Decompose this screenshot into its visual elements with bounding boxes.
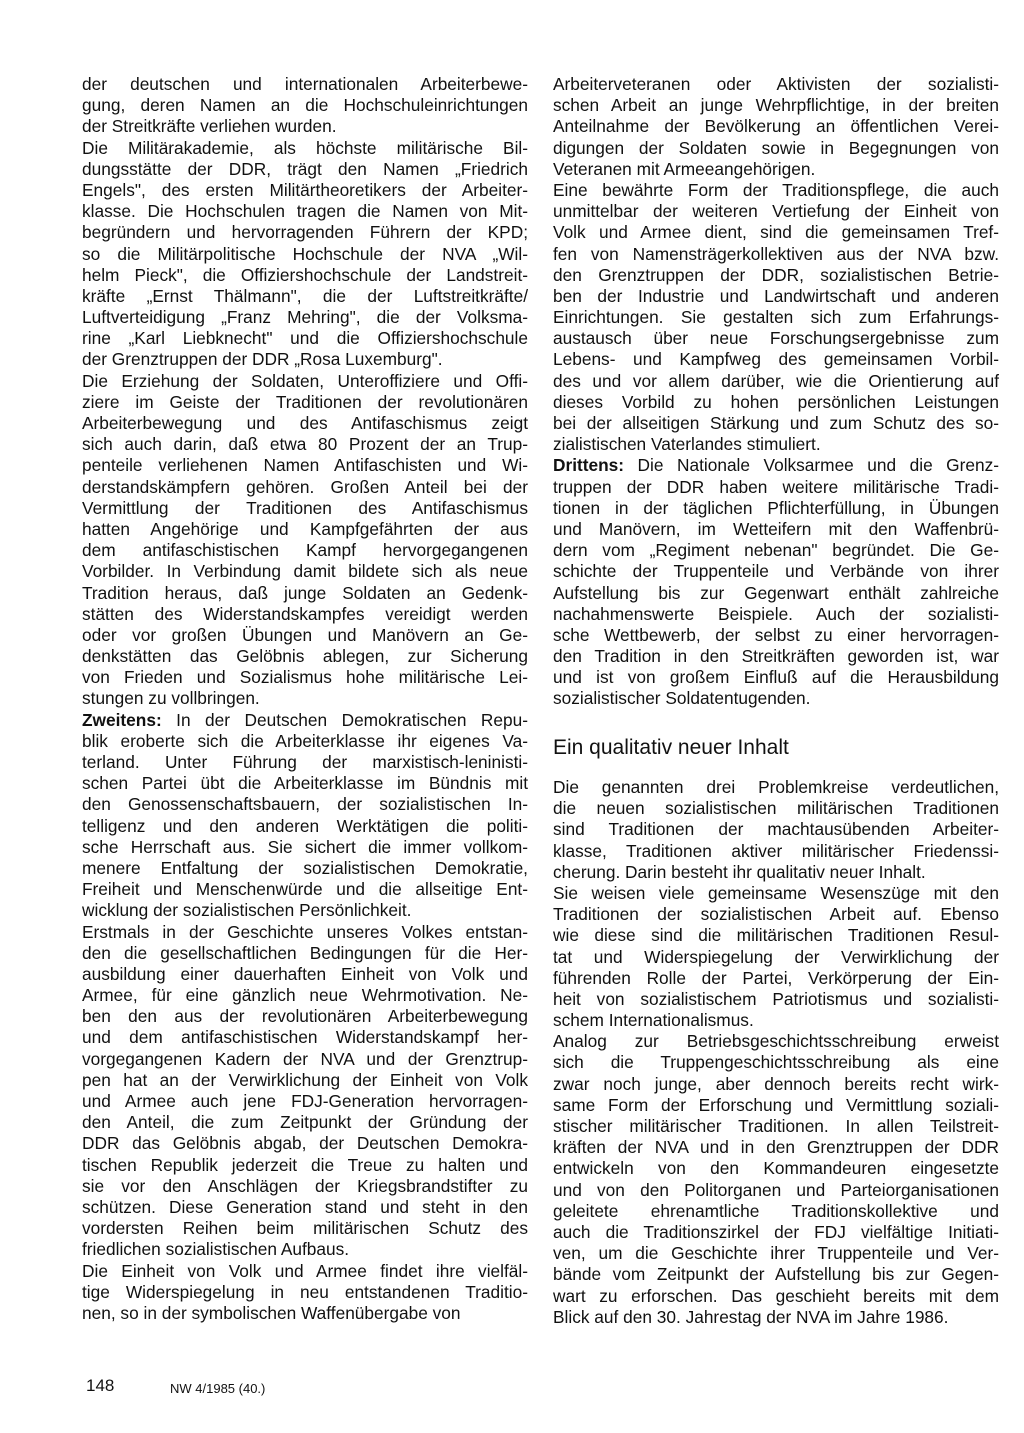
text-line: den Tradition in den Streitkräften geworden ist, war [553, 646, 999, 667]
text-line: rine „Karl Liebknecht" und die Offiziershochschule [82, 328, 528, 349]
text-line: Lebens- und Kampfweg des gemeinsamen Vorbil- [553, 349, 999, 370]
text-line: telligenz und den anderen Werktätigen die politi- [82, 815, 528, 836]
text-line: Die genannten drei Problemkreise verdeutlichen, [553, 777, 999, 797]
text-line: auch die Traditionszirkel der FDJ vielfältige Initiati- [553, 1221, 999, 1242]
text-line: klasse. Die Hochschulen tragen die Namen von Mit- [82, 201, 528, 222]
text-line: derstandskämpfern gehören. Großen Anteil bei der [82, 476, 528, 497]
text-line: den Anteil, die zum Zeitpunkt der Gründung der [82, 1112, 528, 1133]
text-line: schen Partei übt die Arbeiterklasse im Bündnis mit [82, 773, 528, 794]
text-line: den Genossenschaftsbauern, der sozialistischen In- [82, 794, 528, 815]
text-line: denkstätten das Gelöbnis ablegen, zur Sicherung [82, 646, 528, 667]
text-line: der deutschen und internationalen Arbeiterbewe- [82, 74, 528, 94]
text-line: dieses Vorbild zu hohen persönlichen Leistungen [553, 391, 999, 412]
text-line: geleitete ehrenamtliche Traditionskollektive und [553, 1200, 999, 1221]
text-line: sich die Truppengeschichtsschreibung als eine [553, 1052, 999, 1073]
text-line: unmittelbar der weiteren Vertiefung der Einheit von [553, 201, 999, 222]
text-line: Die Militärakademie, als höchste militärische Bil- [82, 137, 528, 158]
text-line: friedlichen sozialistischen Aufbaus. [82, 1239, 350, 1260]
text-line: stungen zu vollbringen. [82, 688, 260, 709]
text-line: Arbeiterbewegung und des Antifaschismus zeigt [82, 413, 528, 433]
text-line: ben der Industrie und Landwirtschaft und anderen [553, 285, 999, 306]
text-line: dern vom „Regiment nebenan" begründet. Die Ge- [553, 540, 999, 561]
text-line: truppen der DDR haben weitere militärische Tradi- [553, 476, 999, 497]
text-line: wie diese sind die militärischen Traditionen Resul- [553, 925, 999, 946]
text-line: dem antifaschistischen Kampf hervorgegangenen [82, 540, 528, 561]
text-line: kräften der NVA und in den Grenztruppen der DDR [553, 1137, 999, 1158]
text-line: bände vom Zeitpunkt der Aufstellung bis zur Gegen- [553, 1264, 999, 1285]
text-line: Volk und Armee dient, sind die gemeinsamen Tref- [553, 222, 999, 243]
text-line: Veteranen mit Armeeangehörigen. [553, 158, 816, 179]
text-line: penteile verliehenen Namen Antifaschisten und Wi- [82, 455, 528, 476]
section-heading: Ein qualitativ neuer Inhalt [553, 736, 789, 759]
text-line: sche Herrschaft aus. Sie sichert die immer vollkom- [82, 836, 528, 857]
text-line: Tradition heraus, daß junge Soldaten an Gedenk- [82, 582, 528, 603]
text-line: Luftverteidigung „Franz Mehring", die der Volksma- [82, 307, 528, 328]
text-line: Blick auf den 30. Jahrestag der NVA im Jahre 1986. [553, 1306, 949, 1327]
text-line: stischer militärischer Traditionen. In allen Teilstreit- [553, 1116, 999, 1136]
text-line: ziere im Geiste der Traditionen der revolutionären [82, 391, 528, 412]
text-line: und Manövern, im Wetteifern mit den Waffenbrü- [553, 518, 999, 539]
text-line: der Streitkräfte verliehen wurden. [82, 116, 337, 137]
text-line: tischen Republik jederzeit die Treue zu halten und [82, 1154, 528, 1175]
text-line: und von den Politorganen und Parteiorganisationen [553, 1179, 999, 1200]
text-line: die neuen sozialistischen militärischen Traditionen [553, 798, 999, 819]
text-line: austausch über neue Forschungsergebnisse zum [553, 328, 999, 349]
text-line: den Grenztruppen der DDR, sozialistischen Betrie- [553, 264, 999, 285]
text-line: hatten Angehörige und Kampfgefährten der aus [82, 518, 528, 539]
text-line: blik eroberte sich die Arbeiterklasse ihr eigenes Va- [82, 730, 528, 751]
text-line: Drittens: Die Nationale Volksarmee und die Grenz- [553, 455, 999, 476]
text-line: schem Internationalismus. [553, 1010, 754, 1031]
text-line: Eine bewährte Form der Traditionspflege, die auch [553, 179, 999, 200]
text-line: Anteilnahme der Bevölkerung an öffentlichen Verei- [553, 116, 999, 137]
text-line: Freiheit und Menschenwürde und die allseitige Ent- [82, 879, 528, 900]
text-line: schen Arbeit an junge Wehrpflichtige, in der breiten [553, 95, 999, 116]
text-line: klasse, Traditionen aktiver militärischer Friedenssi- [553, 840, 999, 861]
text-line: schützen. Diese Generation stand und steht in den [82, 1196, 528, 1217]
text-line: menere Entfaltung der sozialistischen Demokratie, [82, 857, 528, 878]
text-line: vordersten Reihen beim militärischen Schutz des [82, 1218, 528, 1239]
text-line: ven, um die Geschichte ihrer Truppenteile und Ver- [553, 1243, 999, 1264]
text-line: tat und Widerspiegelung der Verwirklichung der [553, 946, 999, 967]
text-line: pen hat an der Verwirklichung der Einheit von Volk [82, 1069, 528, 1090]
text-line: Zweitens: In der Deutschen Demokratischen Repu- [82, 709, 528, 730]
journal-reference: NW 4/1985 (40.) [170, 1381, 266, 1396]
text-line: ben den aus der revolutionären Arbeiterbewegung [82, 1006, 528, 1027]
text-line: nen, so in der symbolischen Waffenübergabe von [82, 1302, 461, 1323]
text-line: von Frieden und Sozialismus hohe militärische Lei- [82, 667, 528, 688]
text-line: gung, deren Namen an die Hochschuleinrichtungen [82, 95, 528, 116]
text-line: Armee, für eine gänzlich neue Wehrmotivation. Ne- [82, 985, 528, 1006]
text-line: sie vor den Anschlägen der Kriegsbrandstifter zu [82, 1175, 528, 1196]
text-line: Arbeiterveteranen oder Aktivisten der sozialisti- [553, 74, 999, 94]
text-line: Traditionen der sozialistischen Arbeit auf. Ebenso [553, 904, 999, 925]
text-line: stätten des Widerstandskampfes vereidigt werden [82, 603, 528, 624]
text-line: Sie weisen viele gemeinsame Wesenszüge mit den [553, 882, 999, 903]
text-line: zwar noch junge, aber dennoch bereits recht wirk- [553, 1073, 999, 1094]
text-line: sich auch darin, daß etwa 80 Prozent der an Trup- [82, 434, 528, 455]
text-line: so die Militärpolitische Hochschule der NVA „Wil- [82, 243, 528, 264]
text-line: Die Einheit von Volk und Armee findet ihre vielfäl- [82, 1260, 528, 1281]
text-line: Vorbilder. In Verbindung damit bildete sich als neue [82, 561, 528, 582]
text-line: bei der allseitigen Stärkung und zum Schutz des so- [553, 413, 999, 433]
text-line: vorgegangenen Kadern der NVA und der Grenztrup- [82, 1048, 528, 1069]
text-line: digungen der Soldaten sowie in Begegnungen von [553, 137, 999, 158]
text-line: ausbildung einer dauerhaften Einheit von Volk und [82, 963, 528, 984]
text-line: und ist von großem Einfluß auf die Herausbildung [553, 667, 999, 688]
text-line: oder vor großen Übungen und Manövern an Ge- [82, 624, 528, 645]
text-line: Die Erziehung der Soldaten, Unteroffiziere und Offi- [82, 370, 528, 391]
text-line: wicklung der sozialistischen Persönlichkeit. [82, 900, 412, 921]
right-column-bottom [553, 777, 999, 1328]
text-line: kräfte „Ernst Thälmann", die der Luftstreitkräfte/ [82, 285, 528, 306]
text-line: heit von sozialistischem Patriotismus und sozialisti- [553, 988, 999, 1009]
text-line: Analog zur Betriebsgeschichtsschreibung erweist [553, 1031, 999, 1052]
text-line: schichte der Truppenteile und Verbände von ihrer [553, 561, 999, 582]
text-line: cherung. Darin besteht ihr qualitativ neuer Inhalt. [553, 861, 926, 882]
text-line: führenden Rolle der Partei, Verkörperung der Ein- [553, 967, 999, 988]
right-column-top [553, 74, 999, 710]
text-line: nachahmenswerte Beispiele. Auch der sozialisti- [553, 603, 999, 624]
text-line: der Grenztruppen der DDR „Rosa Luxemburg". [82, 349, 443, 370]
text-line: Aufstellung bis zur Gegenwart enthält zahlreiche [553, 582, 999, 603]
text-line: helm Pieck", die Offiziershochschule der Landstreit- [82, 264, 528, 285]
text-line: begründern und hervorragenden Führern der KPD; [82, 222, 528, 243]
text-line: Engels", des ersten Militärtheoretikers der Arbeiter- [82, 179, 528, 200]
text-line: same Form der Erforschung und Vermittlung soziali- [553, 1094, 999, 1115]
text-line: wart zu erforschen. Das geschieht bereits mit dem [553, 1285, 999, 1306]
left-column [82, 74, 528, 1324]
page-number: 148 [86, 1376, 115, 1395]
text-line: Einrichtungen. Sie gestalten sich zum Erfahrungs- [553, 307, 999, 328]
text-line: sozialistischer Soldatentugenden. [553, 688, 811, 709]
text-line: tige Widerspiegelung in neu entstandenen Traditio- [82, 1281, 528, 1302]
text-line: sind Traditionen der machtausübenden Arbeiter- [553, 819, 999, 840]
text-line: DDR das Gelöbnis abgab, der Deutschen Demokra- [82, 1133, 528, 1154]
text-line: fen von Namensträgerkollektiven aus der NVA bzw. [553, 243, 999, 264]
text-line: sche Wettbewerb, der selbst zu einer hervorragen- [553, 624, 999, 645]
text-line: Vermittlung der Traditionen des Antifaschismus [82, 497, 528, 518]
text-line: den die gesellschaftlichen Bedingungen für die Her- [82, 942, 528, 963]
text-line: Erstmals in der Geschichte unseres Volkes entstan- [82, 921, 528, 942]
text-line: entwickeln von den Kommandeuren eingesetzte [553, 1158, 999, 1179]
text-line: und dem antifaschistischen Widerstandskampf her- [82, 1027, 528, 1048]
text-line: des und vor allem darüber, wie die Orientierung auf [553, 370, 999, 391]
text-line: dungsstätte der DDR, trägt den Namen „Friedrich [82, 158, 528, 179]
text-line: tionen in der täglichen Pflichterfüllung, in Übungen [553, 497, 999, 518]
text-line: und Armee auch jene FDJ-Generation hervorragen- [82, 1091, 528, 1111]
text-line: zialistischen Vaterlandes stimuliert. [553, 434, 821, 455]
text-line: terland. Unter Führung der marxistisch-leninisti- [82, 752, 528, 772]
